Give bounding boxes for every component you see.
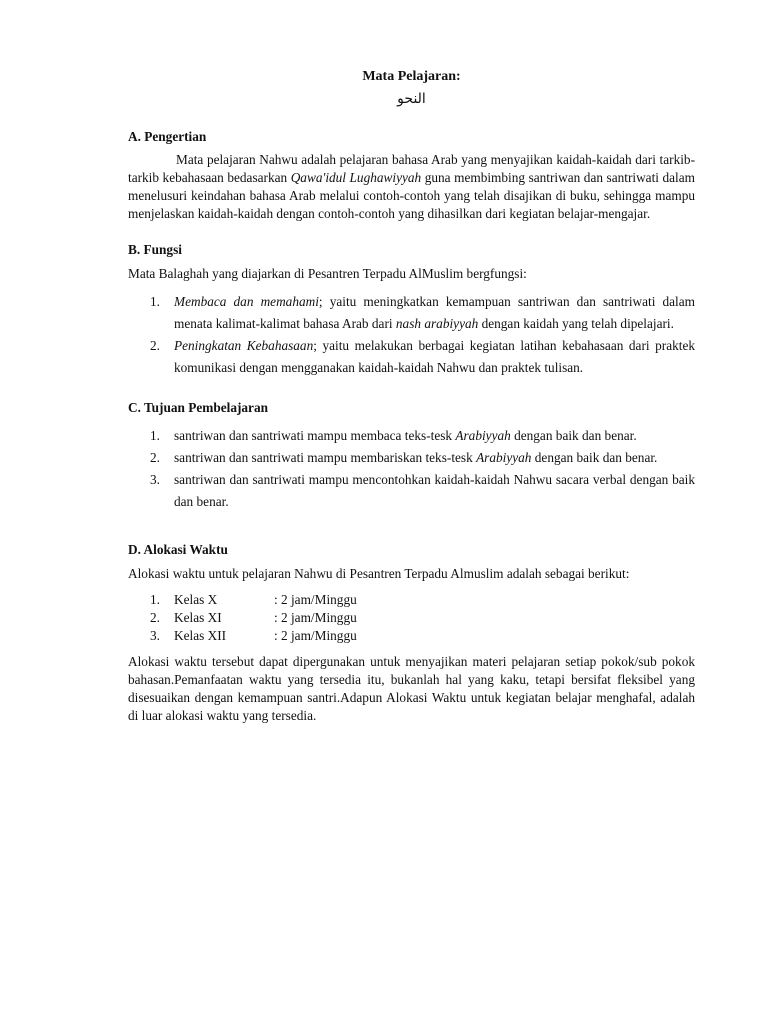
list-number: 1. (150, 294, 160, 309)
list-item (128, 291, 695, 335)
document-title: Mata Pelajaran: (362, 69, 461, 84)
list-item-text: ; yaitu meningkatkan kemampuan santriwan dan santriwati dalam menata kalimat-kalimat bahasa Arab dari (174, 294, 695, 331)
class-hours-list (128, 591, 695, 645)
section-a-text-2: guna membimbing santriwan dan santriwati dalam menelusuri keindahan bahasa Arab melalui contoh-contoh yang telah disajikan di buku, sehingga mampu menjelaskan kaidah-kaidah dengan contoh-contoh yang dihasilkan dari kegiatan belajar-mengajar. (128, 170, 695, 221)
class-hours-row (128, 627, 695, 645)
section-a-italic-term: Qawa'idul Lughawiyyah (290, 170, 422, 185)
class-hours: : 2 jam/Minggu (274, 628, 357, 643)
section-d-intro: Alokasi waktu untuk pelajaran Nahwu di Pesantren Terpadu Almuslim adalah sebagai berikut: (128, 566, 630, 581)
list-item-italic-2: nash arabiyyah (395, 316, 479, 331)
list-item-italic: Arabiyyah (455, 428, 511, 443)
class-hours-row (128, 609, 695, 627)
section-d-heading: D. Alokasi Waktu (128, 542, 228, 557)
list-number: 3. (150, 628, 160, 643)
list-number: 3. (150, 472, 160, 487)
list-item-text: ; yaitu melakukan berbagai kegiatan latihan kebahasaan dari praktek komunikasi dengan mengganakan kaidah-kaidah Nahwu dan praktek tulisan. (174, 338, 695, 375)
section-c-list (128, 425, 695, 513)
class-name: Kelas XII (174, 628, 227, 643)
section-b-intro: Mata Balaghah yang diajarkan di Pesantren Terpadu AlMuslim bergfungsi: (128, 266, 527, 281)
document-body (128, 68, 695, 725)
class-name: Kelas XI (174, 610, 222, 625)
list-item-text: santriwan dan santriwati mampu membariskan teks-tesk (174, 450, 477, 465)
list-number: 1. (150, 428, 160, 443)
class-hours-row (128, 591, 695, 609)
section-b-heading: B. Fungsi (128, 242, 182, 257)
list-item (128, 335, 695, 379)
list-item (128, 447, 695, 469)
list-item-text-2: dengan baik dan benar. (510, 428, 637, 443)
list-item-italic: Membaca dan memahami (174, 294, 319, 309)
list-item-italic: Peningkatan Kebahasaan (174, 338, 314, 353)
list-number: 1. (150, 592, 160, 607)
class-hours: : 2 jam/Minggu (274, 610, 357, 625)
list-item-italic: Arabiyyah (476, 450, 532, 465)
list-number: 2. (150, 338, 160, 353)
list-item-text: santriwan dan santriwati mampu mencontohkan kaidah-kaidah Nahwu sacara verbal dengan baik dan benar. (174, 472, 695, 509)
section-d-closing: Alokasi waktu tersebut dapat dipergunakan untuk menyajikan materi pelajaran setiap pokok/sub pokok bahasan.Pemanfaatan waktu yang tersedia itu, bukanlah hal yang kaku, tetapi bersifat fleksibel yang disesuaikan dengan kemampuan santri.Adapun Alokasi Waktu untuk kegiatan belajar menghafal, adalah di luar alokasi waktu yang tersedia. (128, 654, 695, 723)
section-a-text-1: Mata pelajaran Nahwu adalah pelajaran bahasa Arab yang menyajikan kaidah-kaidah dari tarkib-tarkib kebahasaan bedasarkan (128, 152, 695, 185)
list-number: 2. (150, 610, 160, 625)
list-item-text: santriwan dan santriwati mampu membaca teks-tesk (174, 428, 456, 443)
list-item (128, 469, 695, 513)
section-a-heading: A. Pengertian (128, 129, 207, 144)
list-item-text-2: dengan baik dan benar. (531, 450, 658, 465)
class-hours: : 2 jam/Minggu (274, 592, 357, 607)
document-arabic-subtitle: النحو (397, 91, 426, 107)
class-name: Kelas X (174, 592, 218, 607)
list-item (128, 425, 695, 447)
section-a-paragraph (128, 151, 695, 223)
list-item-text-2: dengan kaidah yang telah dipelajari. (478, 316, 674, 331)
list-number: 2. (150, 450, 160, 465)
section-c-heading: C. Tujuan Pembelajaran (128, 400, 269, 415)
section-b-list (128, 291, 695, 379)
